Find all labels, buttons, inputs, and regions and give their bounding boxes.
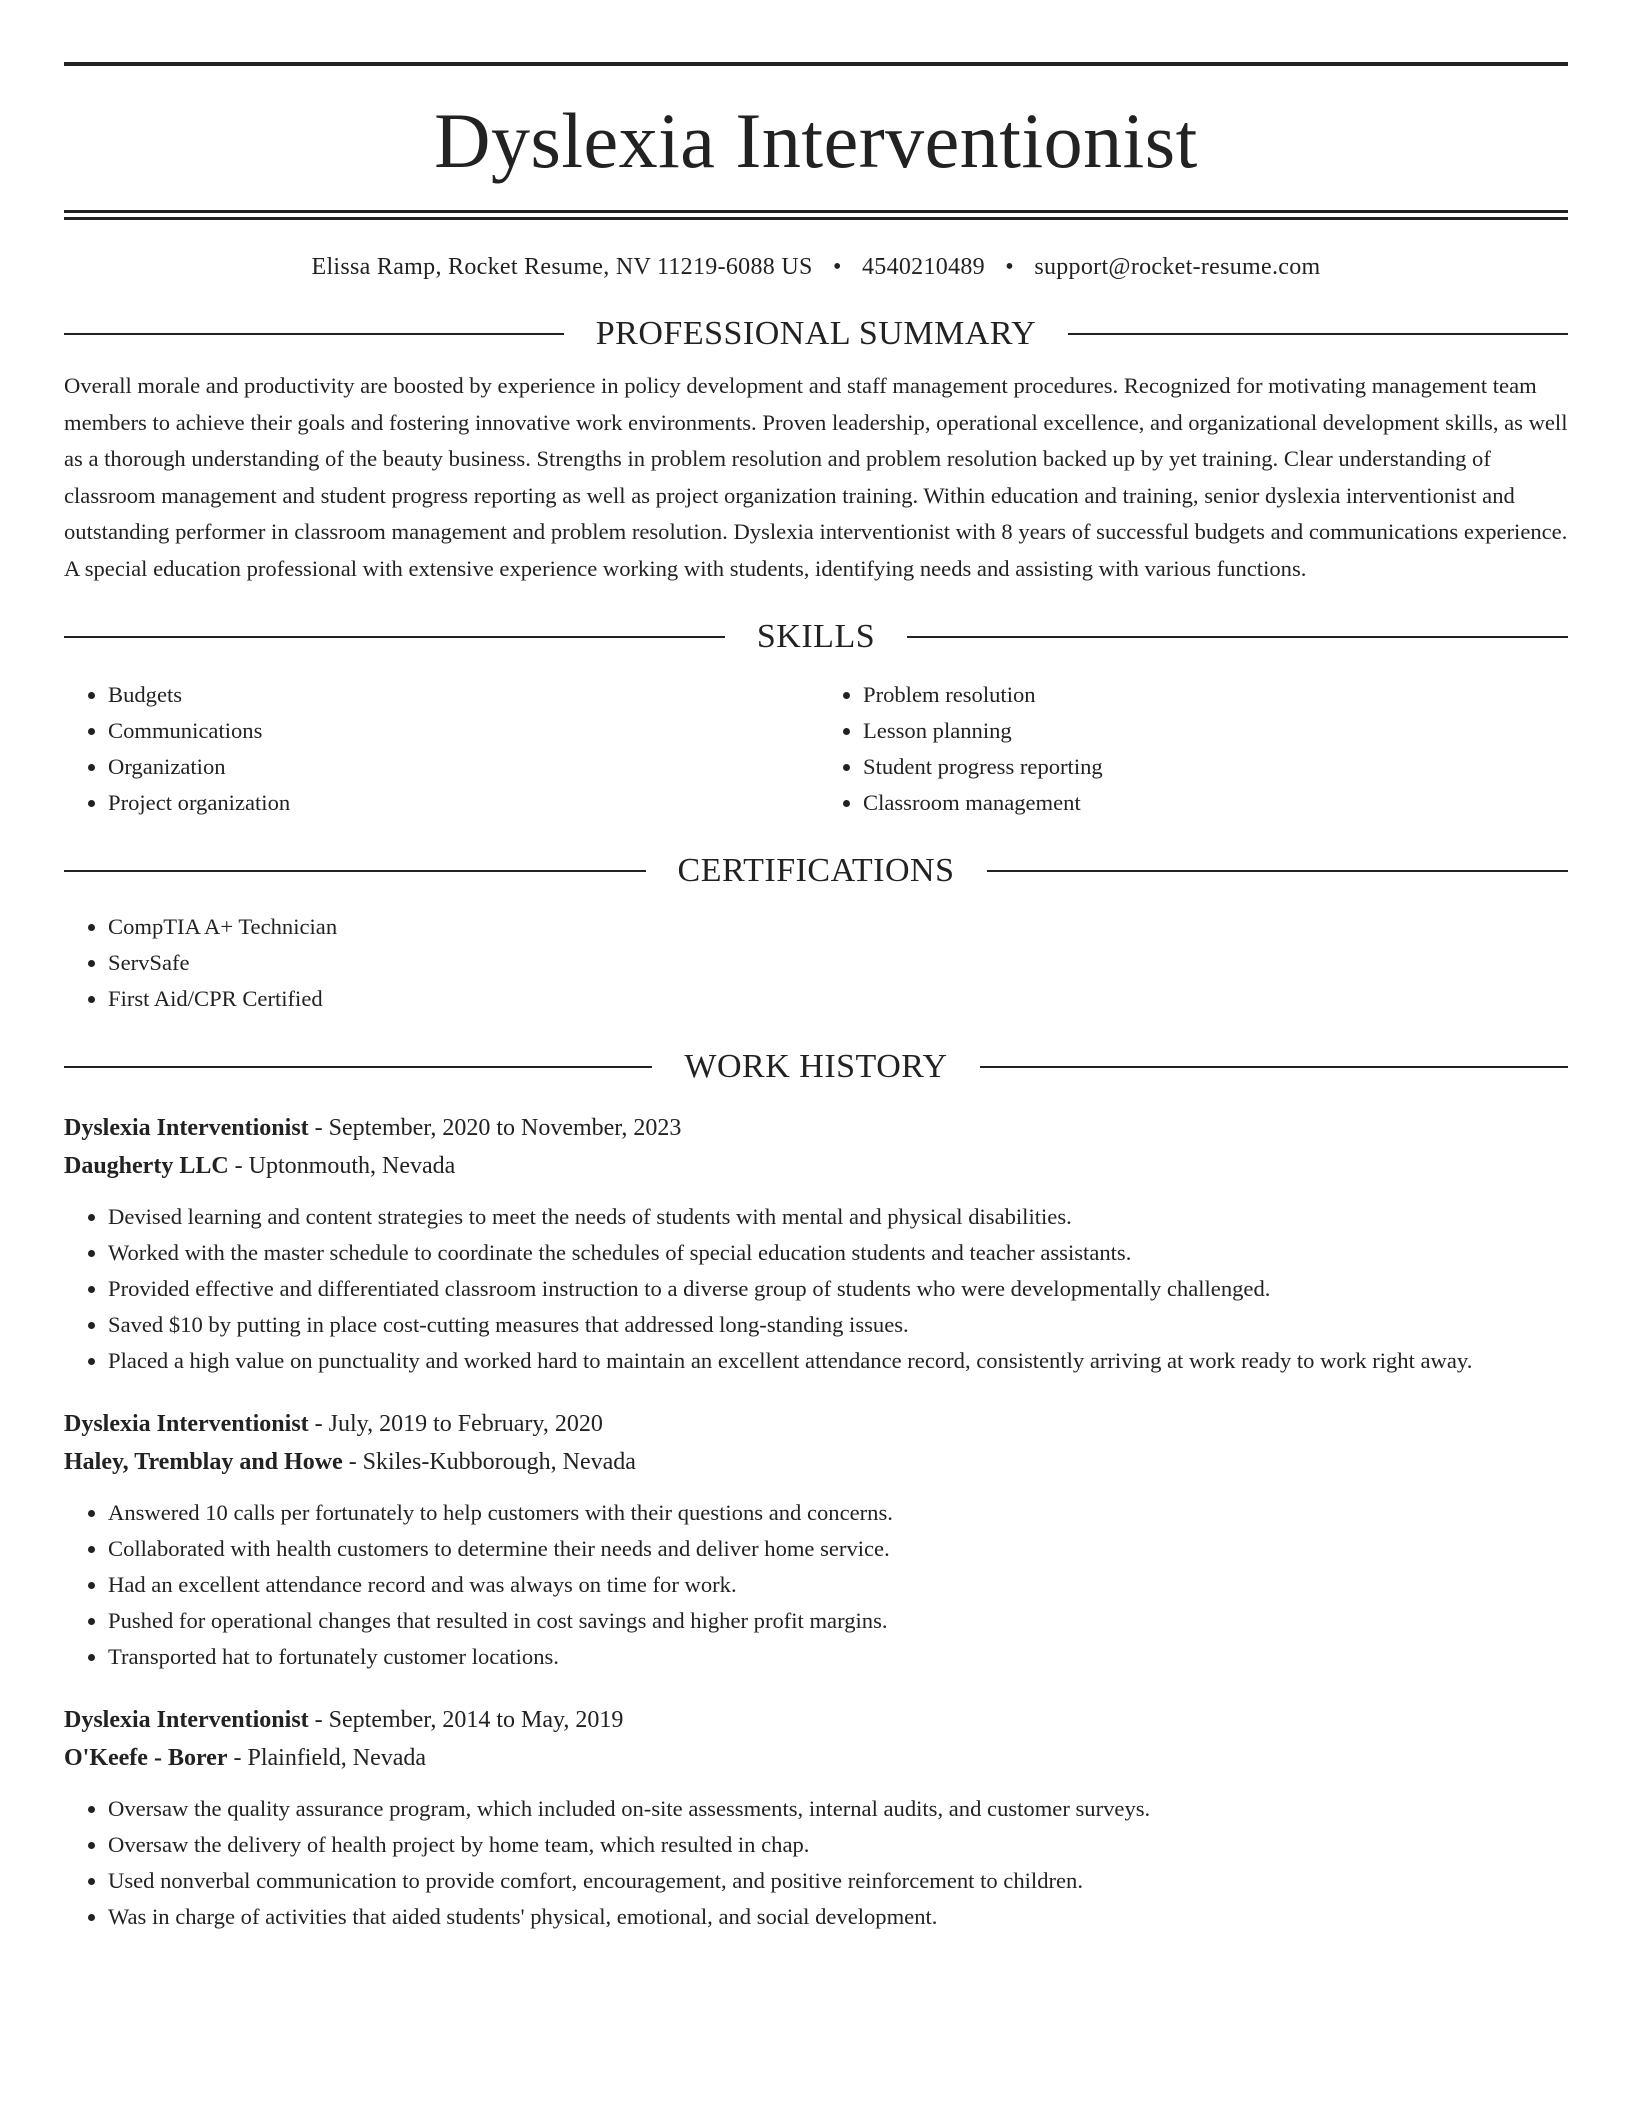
heading-rule-right: [1068, 333, 1568, 335]
certification-item: • First Aid/CPR Certified: [108, 981, 1568, 1017]
job-location: - Uptonmouth, Nevada: [228, 1153, 456, 1179]
skill-item: • Communications: [108, 713, 813, 749]
certifications-heading: [64, 849, 1568, 893]
job-company: O'Keefe - Borer: [64, 1745, 228, 1771]
certifications-heading-label: CERTIFICATIONS: [677, 852, 955, 889]
skill-item: • Organization: [108, 749, 813, 785]
heading-rule-right: [907, 636, 1568, 638]
resume-title: Dyslexia Interventionist: [434, 97, 1198, 184]
job-title: Dyslexia Interventionist: [64, 1115, 309, 1141]
job-bullet: • Saved $10 by putting in place cost-cutting measures that addressed long-standing issues.: [108, 1307, 1568, 1343]
skills-column-right: [813, 677, 1568, 821]
heading-rule-left: [64, 870, 646, 872]
job-bullets: [64, 1495, 1568, 1675]
skill-item: • Problem resolution: [863, 677, 1568, 713]
job-entry: [64, 1405, 1568, 1675]
contact-address: Elissa Ramp, Rocket Resume, NV 11219-6088 US: [311, 254, 813, 280]
job-bullets: [64, 1199, 1568, 1379]
skills-heading: [64, 615, 1568, 659]
job-location: - Skiles-Kubborough, Nevada: [342, 1449, 636, 1475]
job-location: - Plainfield, Nevada: [227, 1745, 427, 1771]
certification-item: • CompTIA A+ Technician: [108, 909, 1568, 945]
skills-column-left: [64, 677, 813, 821]
job-bullet: • Had an excellent attendance record and was always on time for work.: [108, 1567, 1568, 1603]
job-bullets: [64, 1791, 1568, 1935]
work-history-heading-label: WORK HISTORY: [684, 1048, 948, 1085]
job-dates: - July, 2019 to February, 2020: [308, 1411, 603, 1437]
job-bullet: • Oversaw the delivery of health project by home team, which resulted in chap.: [108, 1827, 1568, 1863]
contact-separator: •: [1005, 254, 1014, 280]
job-bullet: • Provided effective and differentiated classroom instruction to a diverse group of students who were developmentally challenged.: [108, 1271, 1568, 1307]
job-bullet: • Was in charge of activities that aided students' physical, emotional, and social development.: [108, 1899, 1568, 1935]
job-dates: - September, 2020 to November, 2023: [308, 1115, 682, 1141]
contact-line: [64, 254, 1568, 284]
job-company: Daugherty LLC: [64, 1153, 229, 1179]
job-bullet: • Devised learning and content strategies to meet the needs of students with mental and physical disabilities.: [108, 1199, 1568, 1235]
job-entry: [64, 1109, 1568, 1379]
skill-item: • Classroom management: [863, 785, 1568, 821]
job-bullet: • Answered 10 calls per fortunately to help customers with their questions and concerns.: [108, 1495, 1568, 1531]
job-company-line: [64, 1443, 1568, 1481]
job-company: Haley, Tremblay and Howe: [64, 1449, 343, 1475]
job-bullet: • Placed a high value on punctuality and worked hard to maintain an excellent attendance record, consistently arriving at work ready to work right away.: [108, 1343, 1568, 1379]
work-history-heading: [64, 1045, 1568, 1089]
contact-email[interactable]: support@rocket-resume.com: [1034, 254, 1321, 280]
job-bullet: • Transported hat to fortunately customer locations.: [108, 1639, 1568, 1675]
job-bullet: • Oversaw the quality assurance program, which included on-site assessments, internal audits, and customer surveys.: [108, 1791, 1568, 1827]
heading-rule-right: [987, 870, 1569, 872]
summary-heading: [64, 312, 1568, 356]
contact-separator: •: [832, 254, 842, 280]
job-title: Dyslexia Interventionist: [64, 1411, 309, 1437]
skills-heading-label: SKILLS: [756, 618, 876, 655]
job-title-line: [64, 1405, 1568, 1443]
certification-item: • ServSafe: [108, 945, 1568, 981]
job-company-line: [64, 1739, 1568, 1777]
job-company-line: [64, 1147, 1568, 1185]
heading-rule-right: [980, 1066, 1568, 1068]
job-bullet: • Pushed for operational changes that resulted in cost savings and higher profit margins.: [108, 1603, 1568, 1639]
heading-rule-left: [64, 1066, 652, 1068]
summary-paragraph: Overall morale and productivity are boosted by experience in policy development and staff management procedures. Recognized for motivating management team members to achieve their goals and fostering innovative work environments. Proven leadership, operational excellence, and organizational development skills, as well as a thorough understanding of the beauty business. Strengths in problem resolution and problem resolution backed up by yet training. Clear understanding of classroom management and student progress reporting as well as project organization training. Within education and training, senior dyslexia interventionist and outstanding performer in classroom management and problem resolution. Dyslexia interventionist with 8 years of successful budgets and communications experience. A special education professional with extensive experience working with students, identifying needs and assisting with various functions.: [64, 373, 1568, 581]
skill-item: • Lesson planning: [863, 713, 1568, 749]
heading-rule-left: [64, 333, 564, 335]
contact-phone: 4540210489: [861, 254, 985, 280]
job-title: Dyslexia Interventionist: [64, 1707, 309, 1733]
job-bullet: • Collaborated with health customers to determine their needs and deliver home service.: [108, 1531, 1568, 1567]
title-double-rule: [64, 210, 1568, 220]
job-title-line: [64, 1701, 1568, 1739]
heading-rule-left: [64, 636, 725, 638]
skills-list: [64, 677, 1568, 821]
job-bullet: • Used nonverbal communication to provide comfort, encouragement, and positive reinforcement to children.: [108, 1863, 1568, 1899]
job-entry: [64, 1701, 1568, 1935]
summary-heading-label: PROFESSIONAL SUMMARY: [595, 315, 1037, 352]
skill-item: • Project organization: [108, 785, 813, 821]
certifications-list: [64, 909, 1568, 1017]
resume-page: [64, 62, 1568, 1935]
skill-item: • Student progress reporting: [863, 749, 1568, 785]
job-bullet: • Worked with the master schedule to coordinate the schedules of special education students and teacher assistants.: [108, 1235, 1568, 1271]
top-rule: [64, 62, 1568, 66]
skill-item: • Budgets: [108, 677, 813, 713]
job-title-line: [64, 1109, 1568, 1147]
job-dates: - September, 2014 to May, 2019: [308, 1707, 624, 1733]
